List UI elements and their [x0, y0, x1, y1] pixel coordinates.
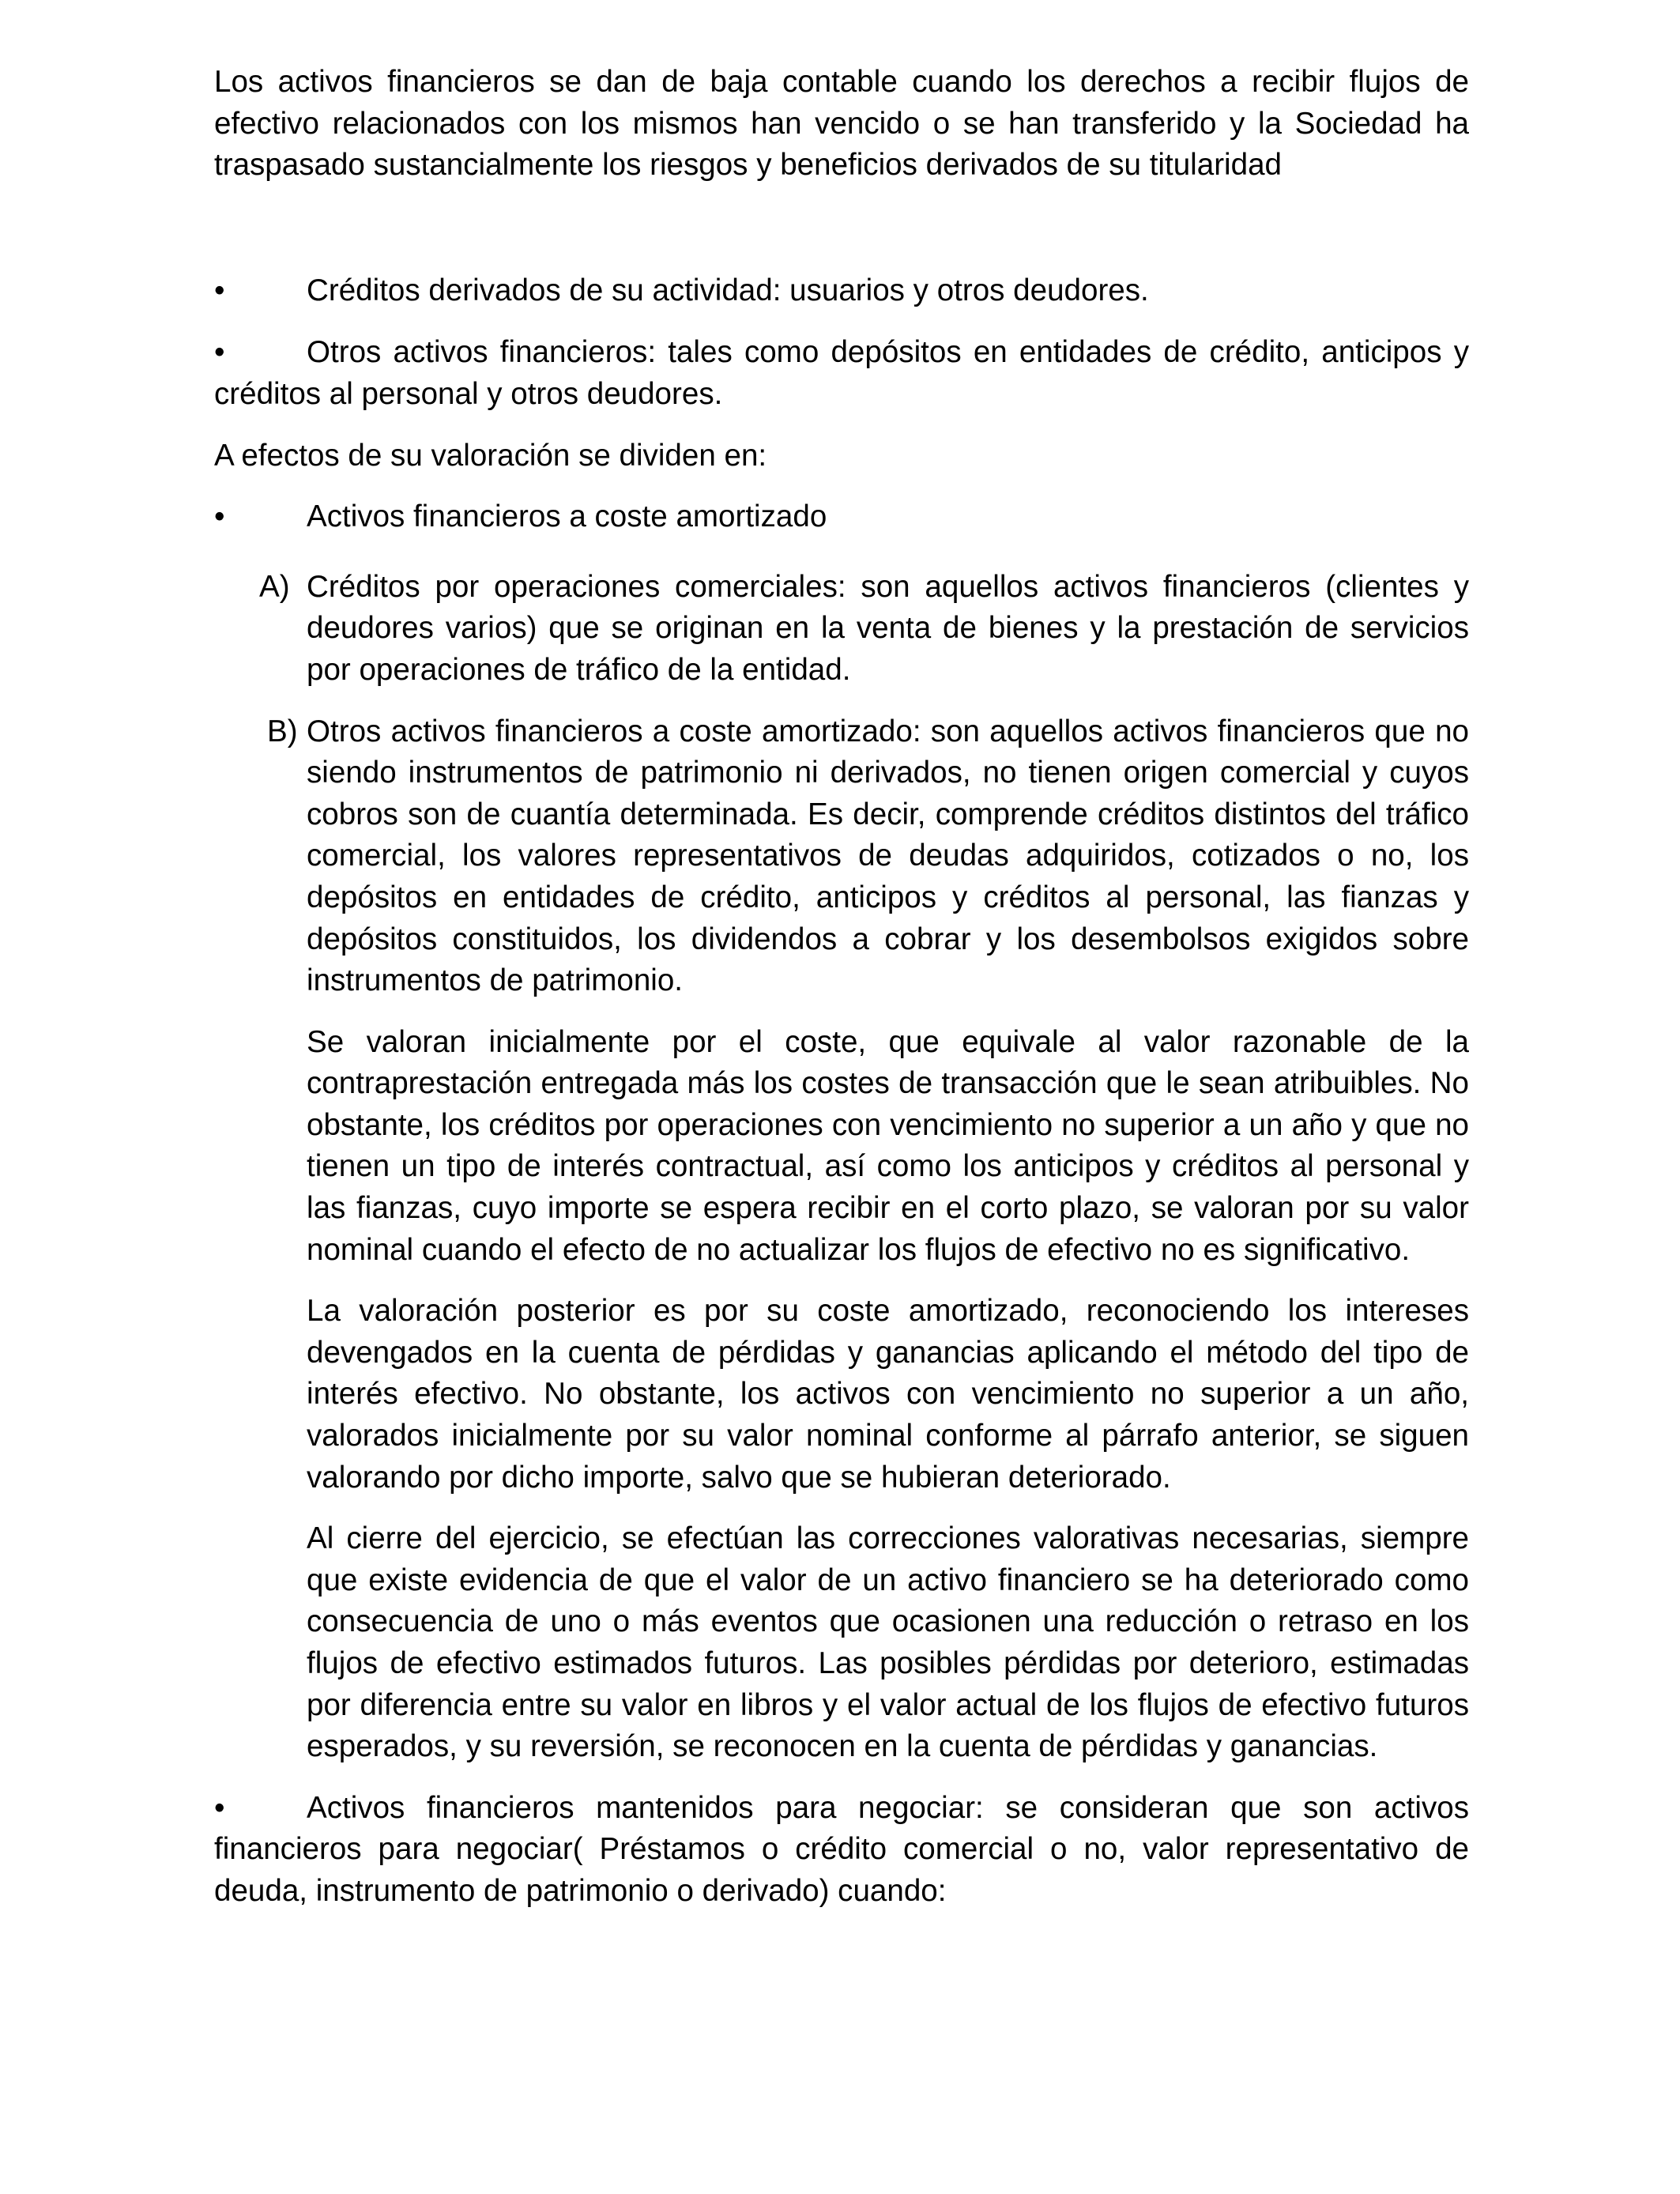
intro-paragraph: Los activos financieros se dan de baja contable cuando los derechos a recibir flujos de efectivo relacionados con los mismos han vencido o se han transferido y la Sociedad ha traspasado sustancialmente los riesgos y beneficios derivados de su titularidad [214, 65, 1469, 183]
bullet-icon: • [214, 335, 225, 370]
item-b-label: B) [267, 714, 298, 748]
document-page [214, 62, 1469, 1913]
paragraph-valoracion-posterior: La valoración posterior es por su coste amortizado, reconociendo los intereses devengados en la cuenta de pérdidas y ganancias aplicando el método del tipo de interés efectivo. No obstante, los activos con vencimiento no superior a un año, valorados inicialmente por su valor nominal conforme al párrafo anterior, se siguen valorando por dicho importe, salvo que se hubieran deteriorado. [307, 1294, 1469, 1495]
bullet-item-otros-activos [214, 332, 1469, 415]
bullet-item-creditos-actividad [214, 270, 1469, 312]
list-item-a [214, 567, 1469, 692]
bullet-icon: • [214, 273, 225, 307]
bullet-text: Activos financieros a coste amortizado [307, 499, 827, 534]
bullet-icon: • [214, 499, 225, 534]
bullet-text: Otros activos financieros: tales como depósitos en entidades de crédito, anticipos y créditos al personal y otros deudores. [214, 335, 1469, 411]
bullet-item-mantenidos-negociar [214, 1788, 1469, 1913]
bullet-icon: • [214, 1790, 225, 1825]
paragraph-valoracion-inicial: Se valoran inicialmente por el coste, que equivale al valor razonable de la contraprestación entregada más los costes de transacción que le sean atribuibles. No obstante, los créditos por operaciones con vencimiento no superior a un año y que no tienen un tipo de interés contractual, así como los anticipos y créditos al personal y las fianzas, cuyo importe se espera recibir en el corto plazo, se valoran por su valor nominal cuando el efecto de no actualizar los flujos de efectivo no es significativo. [307, 1024, 1469, 1267]
bullet-text: Créditos derivados de su actividad: usuarios y otros deudores. [307, 273, 1149, 307]
valuation-intro: A efectos de su valoración se dividen en: [214, 438, 767, 473]
paragraph-cierre-ejercicio: Al cierre del ejercicio, se efectúan las correcciones valorativas necesarias, siempre que existe evidencia de que el valor de un activo financiero se ha deteriorado como consecuencia de uno o más eventos que ocasionen una reducción o retraso en los flujos de efectivo estimados futuros. Las posibles pérdidas por deterioro, estimadas por diferencia entre su valor en libros y el valor actual de los flujos de efectivo futuros esperados, y su reversión, se reconocen en la cuenta de pérdidas y ganancias. [307, 1521, 1469, 1764]
item-a-label: A) [259, 569, 290, 604]
bullet-item-coste-amortizado [214, 496, 1469, 538]
item-b-text: Otros activos financieros a coste amortizado: son aquellos activos financieros que no siendo instrumentos de patrimonio ni derivados, no tienen origen comercial y cuyos cobros son de cuantía determinada. Es decir, comprende créditos distintos del tráfico comercial, los valores representativos de deudas adquiridos, cotizados o no, los depósitos en entidades de crédito, anticipos y créditos al personal, las fianzas y depósitos constituidos, los dividendos a cobrar y los desembolsos exigidos sobre instrumentos de patrimonio. [307, 714, 1469, 998]
bullet-text: Activos financieros mantenidos para negociar: se consideran que son activos financieros para negociar( Préstamos o crédito comercial o no, valor representativo de deuda, instrumento de patrimonio o derivado) cuando: [214, 1790, 1469, 1908]
list-item-b [214, 711, 1469, 1002]
item-a-text: Créditos por operaciones comerciales: son aquellos activos financieros (clientes y deudores varios) que se originan en la venta de bienes y la prestación de servicios por operaciones de tráfico de la entidad. [307, 569, 1469, 687]
